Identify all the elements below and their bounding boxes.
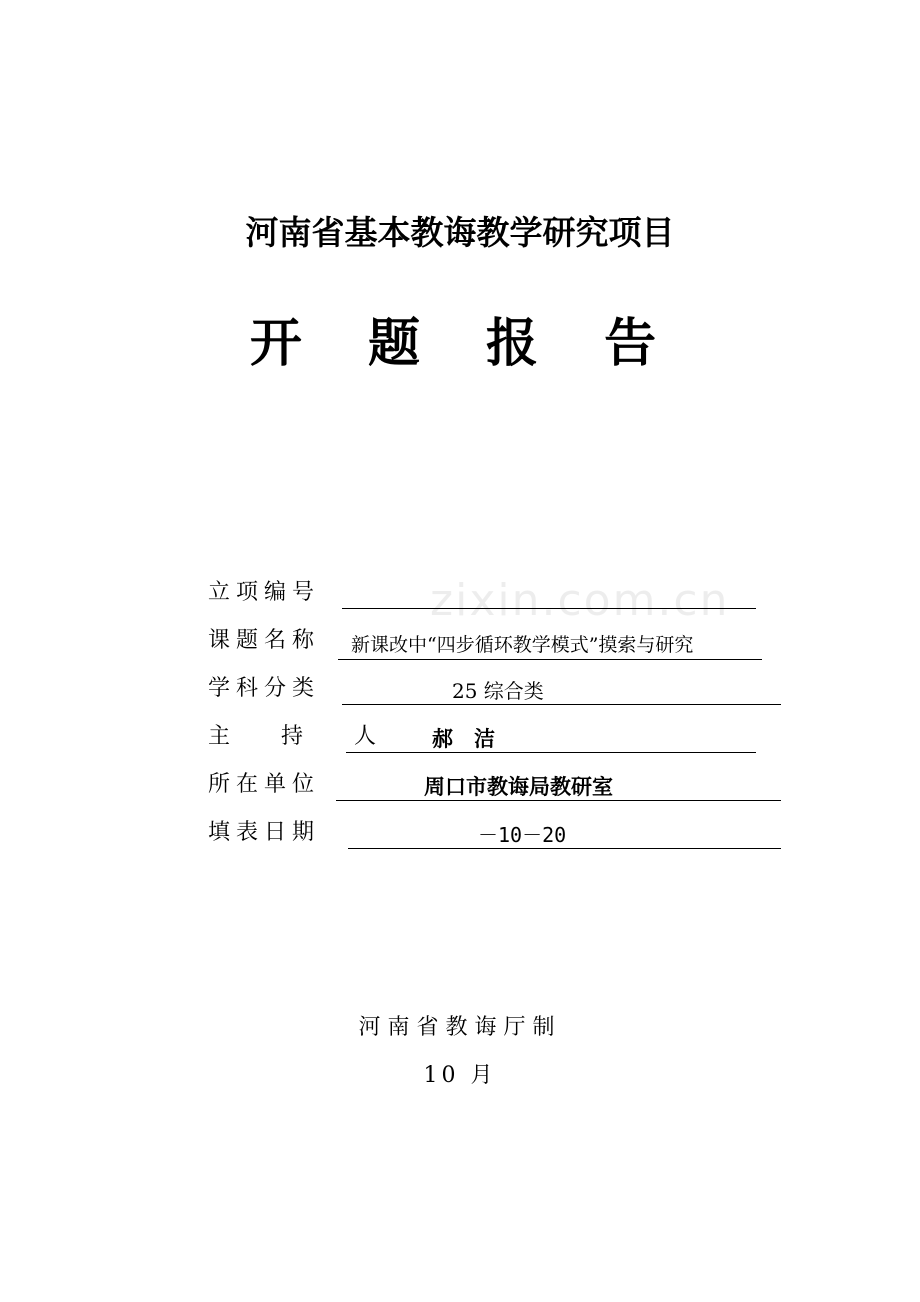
field-value: 郝 洁	[432, 727, 495, 751]
field-value: 周口市教诲局教研室	[424, 775, 613, 799]
field-label: 主 持 人	[208, 724, 398, 749]
document-title: 开 题 报 告	[249, 314, 681, 374]
field-label: 立项编号	[208, 580, 321, 605]
field-label: 填表日期	[208, 820, 321, 845]
field-underline	[342, 578, 756, 609]
field-value: －10－20	[478, 823, 567, 847]
field-value: 25 综合类	[452, 679, 544, 703]
watermark: zixin.com.cn	[430, 575, 730, 626]
field-label: 课题名称	[208, 628, 321, 653]
field-underline	[346, 722, 756, 753]
field-value: 新课改中“四步循环教学模式”摸索与研究	[351, 634, 694, 656]
document-supertitle: 河南省基本教诲教学研究项目	[245, 213, 675, 252]
field-underline	[342, 674, 781, 705]
issue-date: 10 月	[423, 1063, 497, 1088]
field-label: 学科分类	[208, 676, 321, 701]
field-label: 所在单位	[208, 772, 321, 797]
issuer-organization: 河南省教诲厅制	[358, 1015, 562, 1040]
